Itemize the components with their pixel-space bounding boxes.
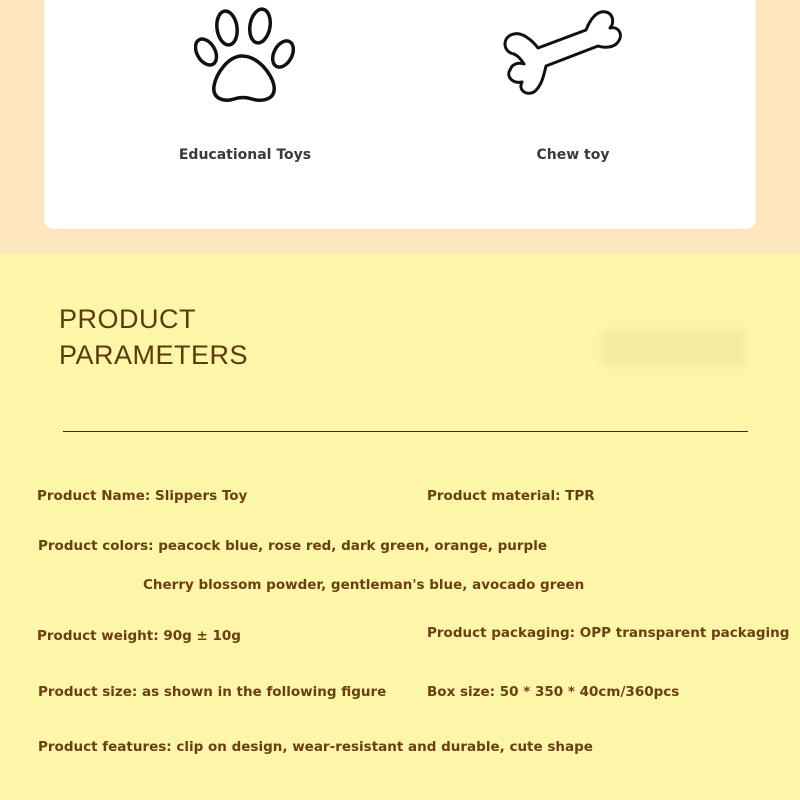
param-product-material: Product material: TPR	[427, 488, 595, 504]
section-title-line1: PRODUCT	[59, 304, 196, 334]
paw-icon	[194, 4, 300, 104]
category-label: Educational Toys	[178, 147, 312, 163]
category-card	[44, 0, 756, 229]
section-title-line2: PARAMETERS	[59, 340, 249, 370]
param-product-features: Product features: clip on design, wear-resistant and durable, cute shape	[38, 739, 593, 755]
faint-decoration	[602, 330, 746, 366]
param-product-colors-more: Cherry blossom powder, gentleman's blue, avocado green	[143, 577, 585, 593]
param-product-packaging: Product packaging: OPP transparent packaging	[427, 625, 790, 641]
param-product-weight: Product weight: 90g ± 10g	[37, 628, 241, 644]
category-label: Chew toy	[536, 147, 610, 163]
param-product-colors: Product colors: peacock blue, rose red, dark green, orange, purple	[38, 538, 547, 554]
bone-icon	[500, 8, 626, 98]
param-box-size: Box size: 50 * 350 * 40cm/360pcs	[427, 684, 680, 700]
section-title	[59, 301, 248, 373]
param-product-size: Product size: as shown in the following figure	[38, 684, 387, 700]
section-divider	[63, 431, 748, 432]
param-product-name: Product Name: Slippers Toy	[37, 488, 248, 504]
